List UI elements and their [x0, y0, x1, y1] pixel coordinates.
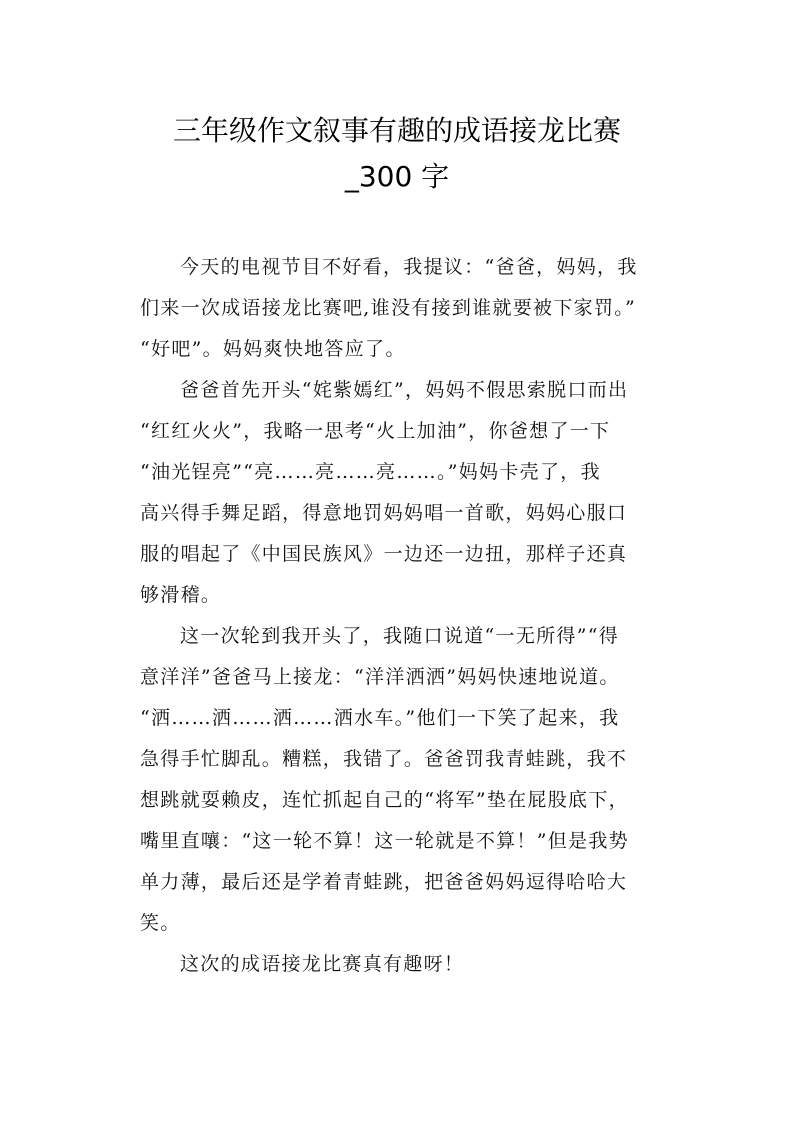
- title-line-1: 三年级作文叙事有趣的成语接龙比赛: [172, 114, 621, 147]
- paragraph-4-line-1: 这次的成语接龙比赛真有趣呀！: [180, 953, 465, 975]
- paragraph-2-line-2: “红红火火”，我略一思考“火上加油”，你爸想了一下: [140, 420, 611, 442]
- document-title: [100, 108, 694, 200]
- paragraph-1-line-2: 们来一次成语接龙比赛吧,谁没有接到谁就要被下家罚。”: [140, 297, 637, 319]
- document-body: [140, 247, 660, 985]
- paragraph-3-line-3: “洒……洒……洒……洒水车。”他们一下笑了起来，我: [140, 707, 620, 729]
- paragraph-3-line-5: 想跳就耍赖皮，连忙抓起自己的“将军”垫在屁股底下，: [140, 789, 629, 811]
- paragraph-3-line-1: 这一次轮到我开头了，我随口说道“一无所得”“得: [180, 625, 620, 647]
- paragraph-1-line-3: “好吧”。妈妈爽快地答应了。: [140, 338, 406, 360]
- paragraph-2-line-6: 够滑稽。: [140, 584, 222, 606]
- title-line-2: _300 字: [344, 160, 450, 193]
- paragraph-2-line-5: 服的唱起了《中国民族风》一边还一边扭，那样子还真: [140, 543, 628, 565]
- paragraph-3-line-8: 笑。: [140, 912, 181, 934]
- paragraph-3-line-7: 单力薄，最后还是学着青蛙跳，把爸爸妈妈逗得哈哈大: [140, 871, 628, 893]
- paragraph-2-line-3: “油光锃亮”“亮……亮……亮……。”妈妈卡壳了，我: [140, 461, 601, 483]
- paragraph-3-line-6: 嘴里直嚷：“这一轮不算！这一轮就是不算！”但是我势: [140, 830, 629, 852]
- paragraph-1-line-1: 今天的电视节目不好看，我提议：“爸爸，妈妈，我: [180, 256, 638, 278]
- paragraph-2-line-1: 爸爸首先开头“姹紫嫣红”，妈妈不假思索脱口而出: [180, 379, 629, 401]
- paragraph-3-line-4: 急得手忙脚乱。糟糕，我错了。爸爸罚我青蛙跳，我不: [140, 748, 628, 770]
- paragraph-2-line-4: 高兴得手舞足蹈，得意地罚妈妈唱一首歌，妈妈心服口: [140, 502, 628, 524]
- paragraph-3-line-2: 意洋洋”爸爸马上接龙：“洋洋洒洒”妈妈快速地说道。: [140, 666, 620, 688]
